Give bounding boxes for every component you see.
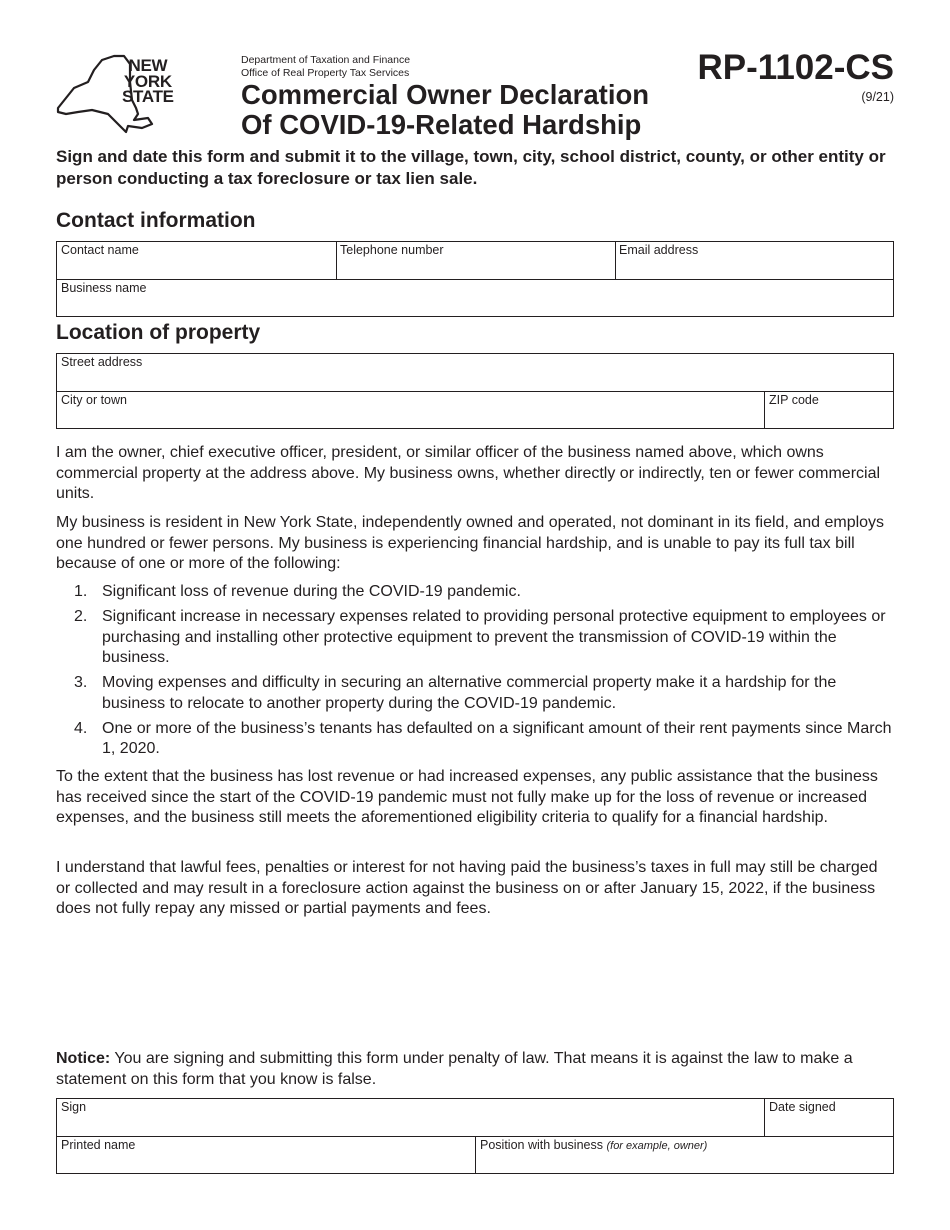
- zip-code-label: ZIP code: [769, 393, 819, 407]
- form-number: RP-1102-CS: [697, 48, 894, 87]
- contact-info-table: [56, 241, 894, 317]
- logo-text: NEW YORK STATE: [122, 56, 174, 106]
- contact-name-label: Contact name: [61, 243, 139, 257]
- street-address-label: Street address: [61, 355, 143, 369]
- telephone-field[interactable]: [336, 242, 615, 279]
- ownership-statement: I am the owner, chief executive officer, president, or similar officer of the business named above, which owns commercial property at the address above. My business owns, whether directly or indirectly, ten or fewer commercial units.: [56, 444, 881, 502]
- public-assistance-statement: To the extent that the business has lost revenue or had increased expenses, any public assistance that the business has received since the start of the COVID-19 pandemic must not fully make up for the loss of revenue or increased expenses, and the business still meets the aforementioned eligibility criteria to qualify for a financial hardship.: [56, 768, 878, 826]
- business-name-field[interactable]: [57, 280, 893, 316]
- date-signed-label: Date signed: [769, 1100, 836, 1114]
- email-label: Email address: [619, 243, 699, 257]
- city-label: City or town: [61, 393, 127, 407]
- residency-statement: My business is resident in New York State, independently owned and operated, not dominant in its field, and employs one hundred or fewer persons. My business is experiencing financial hardship, and is unable to pay its full tax bill because of one or more of the following:: [56, 514, 885, 572]
- list-item: 4. One or more of the business’s tenants has defaulted on a significant amount of their rent payments since March 1, 2020.: [74, 719, 892, 757]
- list-item: 2. Significant increase in necessary expenses related to providing personal protective equipment to employees or purchasing and installing other protective equipment to prevent the transmission of COVID-19 within the business.: [74, 608, 886, 666]
- position-example: (for example, owner): [606, 1140, 708, 1152]
- location-table: [56, 353, 894, 429]
- fees-statement: I understand that lawful fees, penalties or interest for not having paid the business’s taxes in full may still be charged or collected and may result in a foreclosure action against the business on or after January 15, 2022, if the business does not fully repay any missed or partial payments and fees.: [56, 859, 878, 917]
- form-title: Commercial Owner Declaration Of COVID-19-Related Hardship: [241, 79, 650, 140]
- position-label: Position with business: [480, 1138, 603, 1152]
- form-revision-date: (9/21): [861, 90, 894, 104]
- printed-name-field[interactable]: [57, 1137, 475, 1173]
- instructions-text: Sign and date this form and submit it to the village, town, city, school district, county, or other entity or person conducting a tax foreclosure or tax lien sale.: [56, 147, 886, 188]
- printed-name-label: Printed name: [61, 1138, 136, 1152]
- signature-table: [56, 1098, 894, 1174]
- zip-code-field[interactable]: [765, 392, 893, 428]
- nys-logo: [52, 52, 184, 134]
- location-section-heading: Location of property: [56, 321, 261, 344]
- notice-label: Notice:: [56, 1050, 111, 1067]
- street-address-field[interactable]: [57, 354, 893, 391]
- contact-name-field[interactable]: [57, 242, 336, 279]
- business-name-label: Business name: [61, 281, 147, 295]
- position-field[interactable]: [476, 1137, 893, 1173]
- hardship-reasons-list: [56, 582, 896, 764]
- date-signed-field[interactable]: [765, 1099, 893, 1136]
- list-item: 1. Significant loss of revenue during the COVID-19 pandemic.: [74, 583, 521, 600]
- telephone-label: Telephone number: [340, 243, 444, 257]
- contact-section-heading: Contact information: [56, 209, 256, 232]
- signature-field[interactable]: [57, 1099, 764, 1136]
- department-name: Department of Taxation and Finance Office of Real Property Tax Services: [241, 54, 411, 79]
- signature-label: Sign: [61, 1100, 87, 1114]
- email-field[interactable]: [615, 242, 893, 279]
- list-item: 3. Moving expenses and difficulty in securing an alternative commercial property make it a hardship for the business to relocate to another property during the COVID-19 pandemic.: [74, 674, 837, 712]
- notice-text: Notice: You are signing and submitting this form under penalty of law. That means it is against the law to make a statement on this form that you know is false.: [56, 1050, 853, 1088]
- city-field[interactable]: [57, 392, 764, 428]
